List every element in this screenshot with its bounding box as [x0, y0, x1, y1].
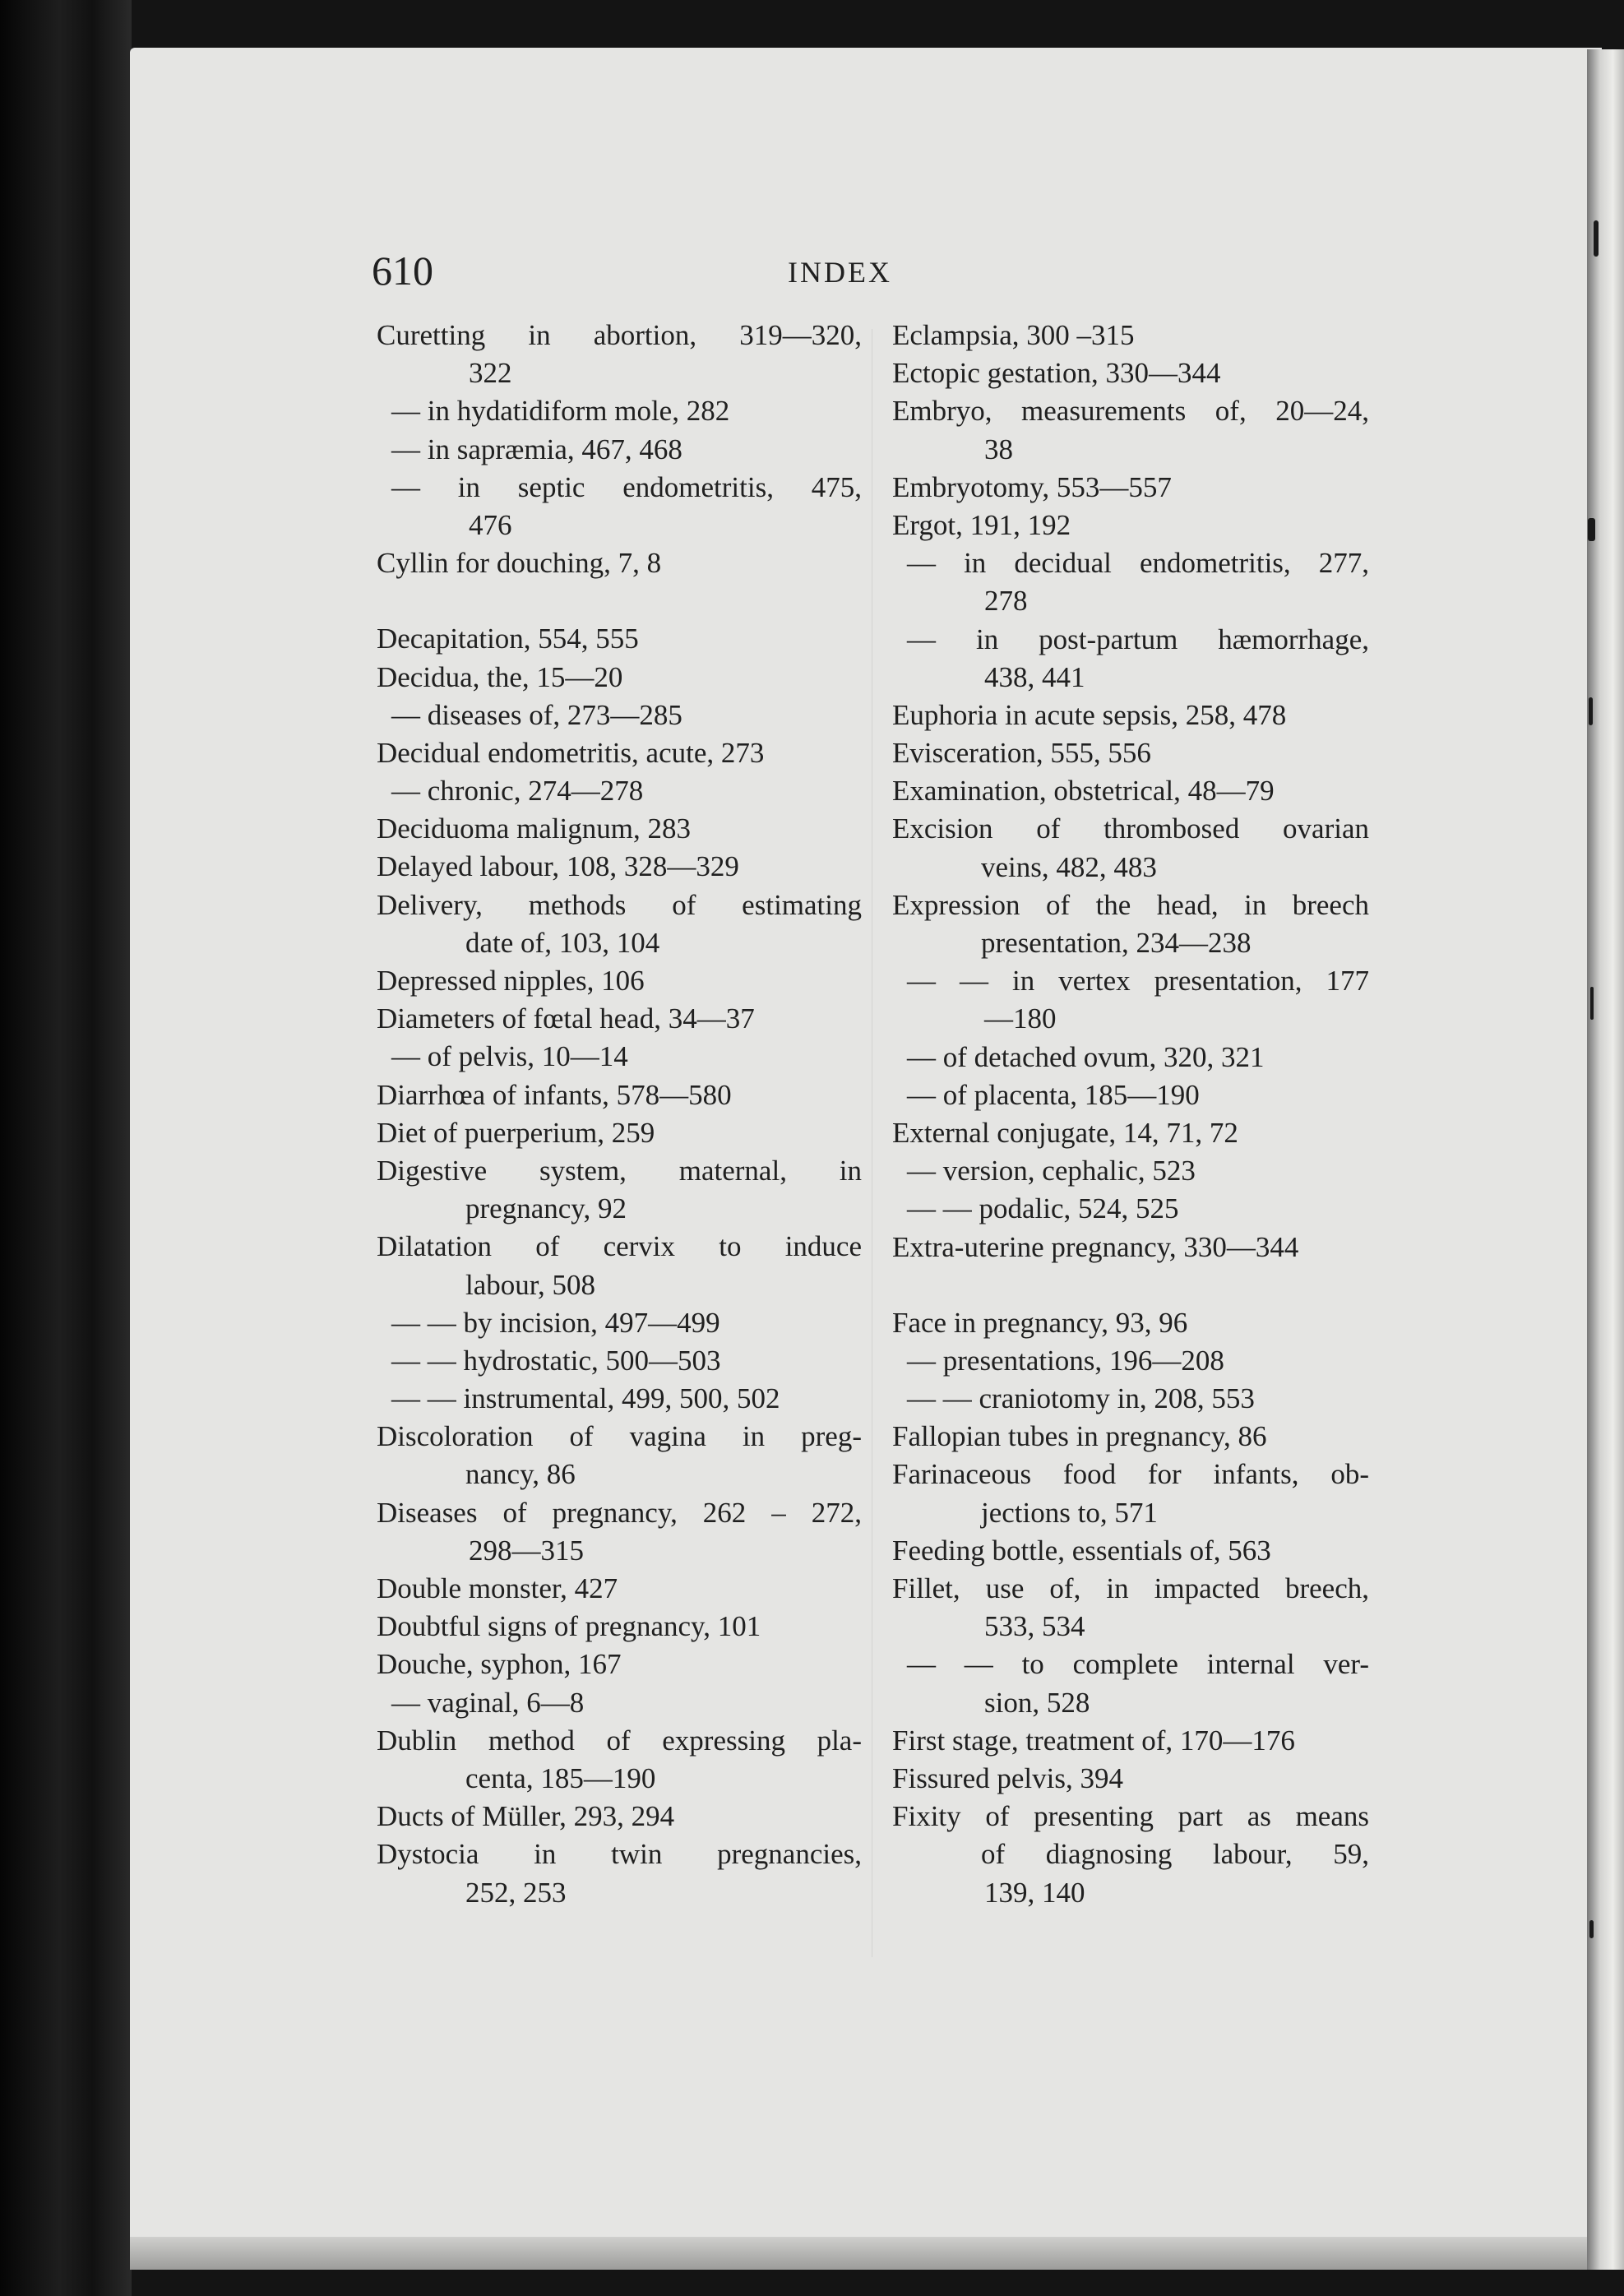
index-entry: Double monster, 427	[377, 1572, 618, 1604]
index-entry: Decidual endometritis, acute, 273	[377, 736, 765, 769]
index-entry: 278	[984, 585, 1028, 618]
page-bottom-edge	[130, 2237, 1602, 2270]
margin-mark	[1589, 697, 1593, 725]
index-entry: Ducts of Müller, 293, 294	[377, 1800, 675, 1833]
index-entry: Discoloration of vagina in preg-	[377, 1420, 862, 1453]
margin-mark	[1588, 518, 1595, 541]
index-entry: Delivery, methods of estimating	[377, 888, 862, 921]
index-entry: Embryo, measurements of, 20—24,	[892, 395, 1369, 428]
index-entry: 533, 534	[984, 1610, 1085, 1643]
index-entry: 38	[984, 433, 1013, 465]
index-entry: — — craniotomy in, 208, 553	[907, 1382, 1255, 1415]
index-entry: Diarrhœa of infants, 578—580	[377, 1078, 732, 1111]
margin-mark	[1590, 987, 1594, 1020]
index-entry: Decidua, the, 15—20	[377, 660, 623, 693]
index-entry: Fallopian tubes in pregnancy, 86	[892, 1420, 1267, 1453]
index-entry: of diagnosing labour, 59,	[981, 1838, 1369, 1871]
index-entry: Fissured pelvis, 394	[892, 1761, 1123, 1794]
index-entry: centa, 185—190	[465, 1761, 656, 1794]
index-entry: — presentations, 196—208	[907, 1344, 1224, 1377]
index-entry: — — in vertex presentation, 177	[907, 965, 1369, 998]
index-entry: — of placenta, 185—190	[907, 1078, 1200, 1111]
index-column-right	[892, 317, 1369, 1912]
margin-mark	[1589, 1920, 1594, 1938]
index-entry: 322	[469, 357, 512, 390]
index-entry: Dystocia in twin pregnancies,	[377, 1838, 862, 1871]
index-entry: Douche, syphon, 167	[377, 1648, 622, 1681]
section-gap	[892, 1266, 1369, 1304]
index-entry: Diameters of fœtal head, 34—37	[377, 1002, 755, 1035]
index-entry: Doubtful signs of pregnancy, 101	[377, 1610, 761, 1643]
section-gap	[377, 582, 862, 620]
index-entry: — diseases of, 273—285	[391, 698, 682, 731]
index-entry: 476	[469, 508, 512, 541]
margin-mark	[1594, 220, 1599, 257]
index-entry: Dilatation of cervix to induce	[377, 1230, 862, 1263]
index-entry: Face in pregnancy, 93, 96	[892, 1306, 1188, 1339]
index-entry: Digestive system, maternal, in	[377, 1154, 862, 1187]
index-entry: — in sapræmia, 467, 468	[391, 433, 682, 465]
index-entry: — in septic endometritis, 475,	[391, 470, 862, 503]
index-entry: External conjugate, 14, 71, 72	[892, 1116, 1238, 1149]
index-entry: Depressed nipples, 106	[377, 965, 645, 997]
book-spine-edge	[0, 0, 132, 2296]
index-entry: Delayed labour, 108, 328—329	[377, 850, 739, 883]
index-entry: —180	[984, 1002, 1057, 1035]
index-entry: Ectopic gestation, 330—344	[892, 357, 1221, 390]
index-entry: Decapitation, 554, 555	[377, 623, 639, 655]
index-entry: Farinaceous food for infants, ob-	[892, 1458, 1369, 1491]
index-entry: jections to, 571	[981, 1496, 1158, 1529]
index-entry: Curetting in abortion, 319—320,	[377, 319, 862, 351]
index-entry: veins, 482, 483	[981, 850, 1157, 883]
index-entry: 438, 441	[984, 660, 1085, 693]
index-entry: — version, cephalic, 523	[907, 1155, 1196, 1187]
index-entry: Euphoria in acute sepsis, 258, 478	[892, 698, 1287, 731]
index-entry: pregnancy, 92	[465, 1192, 627, 1225]
index-entry: nancy, 86	[465, 1458, 576, 1491]
index-entry: — in post-partum hæmorrhage,	[907, 623, 1369, 655]
index-entry: — in hydatidiform mole, 282	[391, 395, 730, 428]
index-entry: Ergot, 191, 192	[892, 508, 1071, 541]
index-entry: Evisceration, 555, 556	[892, 737, 1151, 770]
index-entry: Deciduoma malignum, 283	[377, 812, 692, 845]
index-entry: 252, 253	[465, 1876, 567, 1909]
index-entry: — — hydrostatic, 500—503	[391, 1344, 721, 1377]
index-entry: Excision of thrombosed ovarian	[892, 812, 1369, 845]
index-entry: 139, 140	[984, 1876, 1085, 1909]
index-entry: date of, 103, 104	[465, 926, 660, 959]
book-page	[130, 48, 1602, 2268]
index-entry: — — to complete internal ver-	[907, 1648, 1369, 1681]
index-entry: Embryotomy, 553—557	[892, 470, 1172, 503]
index-entry: Fillet, use of, in impacted breech,	[892, 1572, 1369, 1604]
index-entry: — in decidual endometritis, 277,	[907, 547, 1369, 580]
index-entry: Cyllin for douching, 7, 8	[377, 547, 662, 580]
index-entry: — vaginal, 6—8	[391, 1686, 585, 1719]
index-entry: — — podalic, 524, 525	[907, 1192, 1179, 1225]
index-entry: — of pelvis, 10—14	[391, 1040, 628, 1073]
index-entry: — chronic, 274—278	[391, 775, 644, 808]
index-entry: — — by incision, 497—499	[391, 1306, 720, 1339]
index-entry: Eclampsia, 300 –315	[892, 319, 1135, 351]
page-number: 610	[372, 248, 433, 294]
index-entry: presentation, 234—238	[981, 927, 1252, 959]
index-entry: Extra-uterine pregnancy, 330—344	[892, 1230, 1299, 1263]
index-entry: Expression of the head, in breech	[892, 888, 1369, 921]
index-entry: Fixity of presenting part as means	[892, 1800, 1369, 1833]
index-entry: labour, 508	[465, 1268, 596, 1301]
index-entry: First stage, treatment of, 170—176	[892, 1724, 1295, 1757]
index-entry: — of detached ovum, 320, 321	[907, 1040, 1265, 1073]
index-entry: Feeding bottle, essentials of, 563	[892, 1534, 1271, 1567]
page-title: INDEX	[788, 256, 892, 289]
index-entry: — — instrumental, 499, 500, 502	[391, 1382, 780, 1415]
index-entry: 298—315	[469, 1534, 584, 1567]
index-entry: Diet of puerperium, 259	[377, 1116, 655, 1149]
index-column-left	[377, 317, 862, 1912]
index-entry: Examination, obstetrical, 48—79	[892, 775, 1275, 808]
index-entry: Dublin method of expressing pla-	[377, 1724, 862, 1757]
index-entry: sion, 528	[984, 1686, 1090, 1719]
index-entry: Diseases of pregnancy, 262 – 272,	[377, 1496, 862, 1529]
